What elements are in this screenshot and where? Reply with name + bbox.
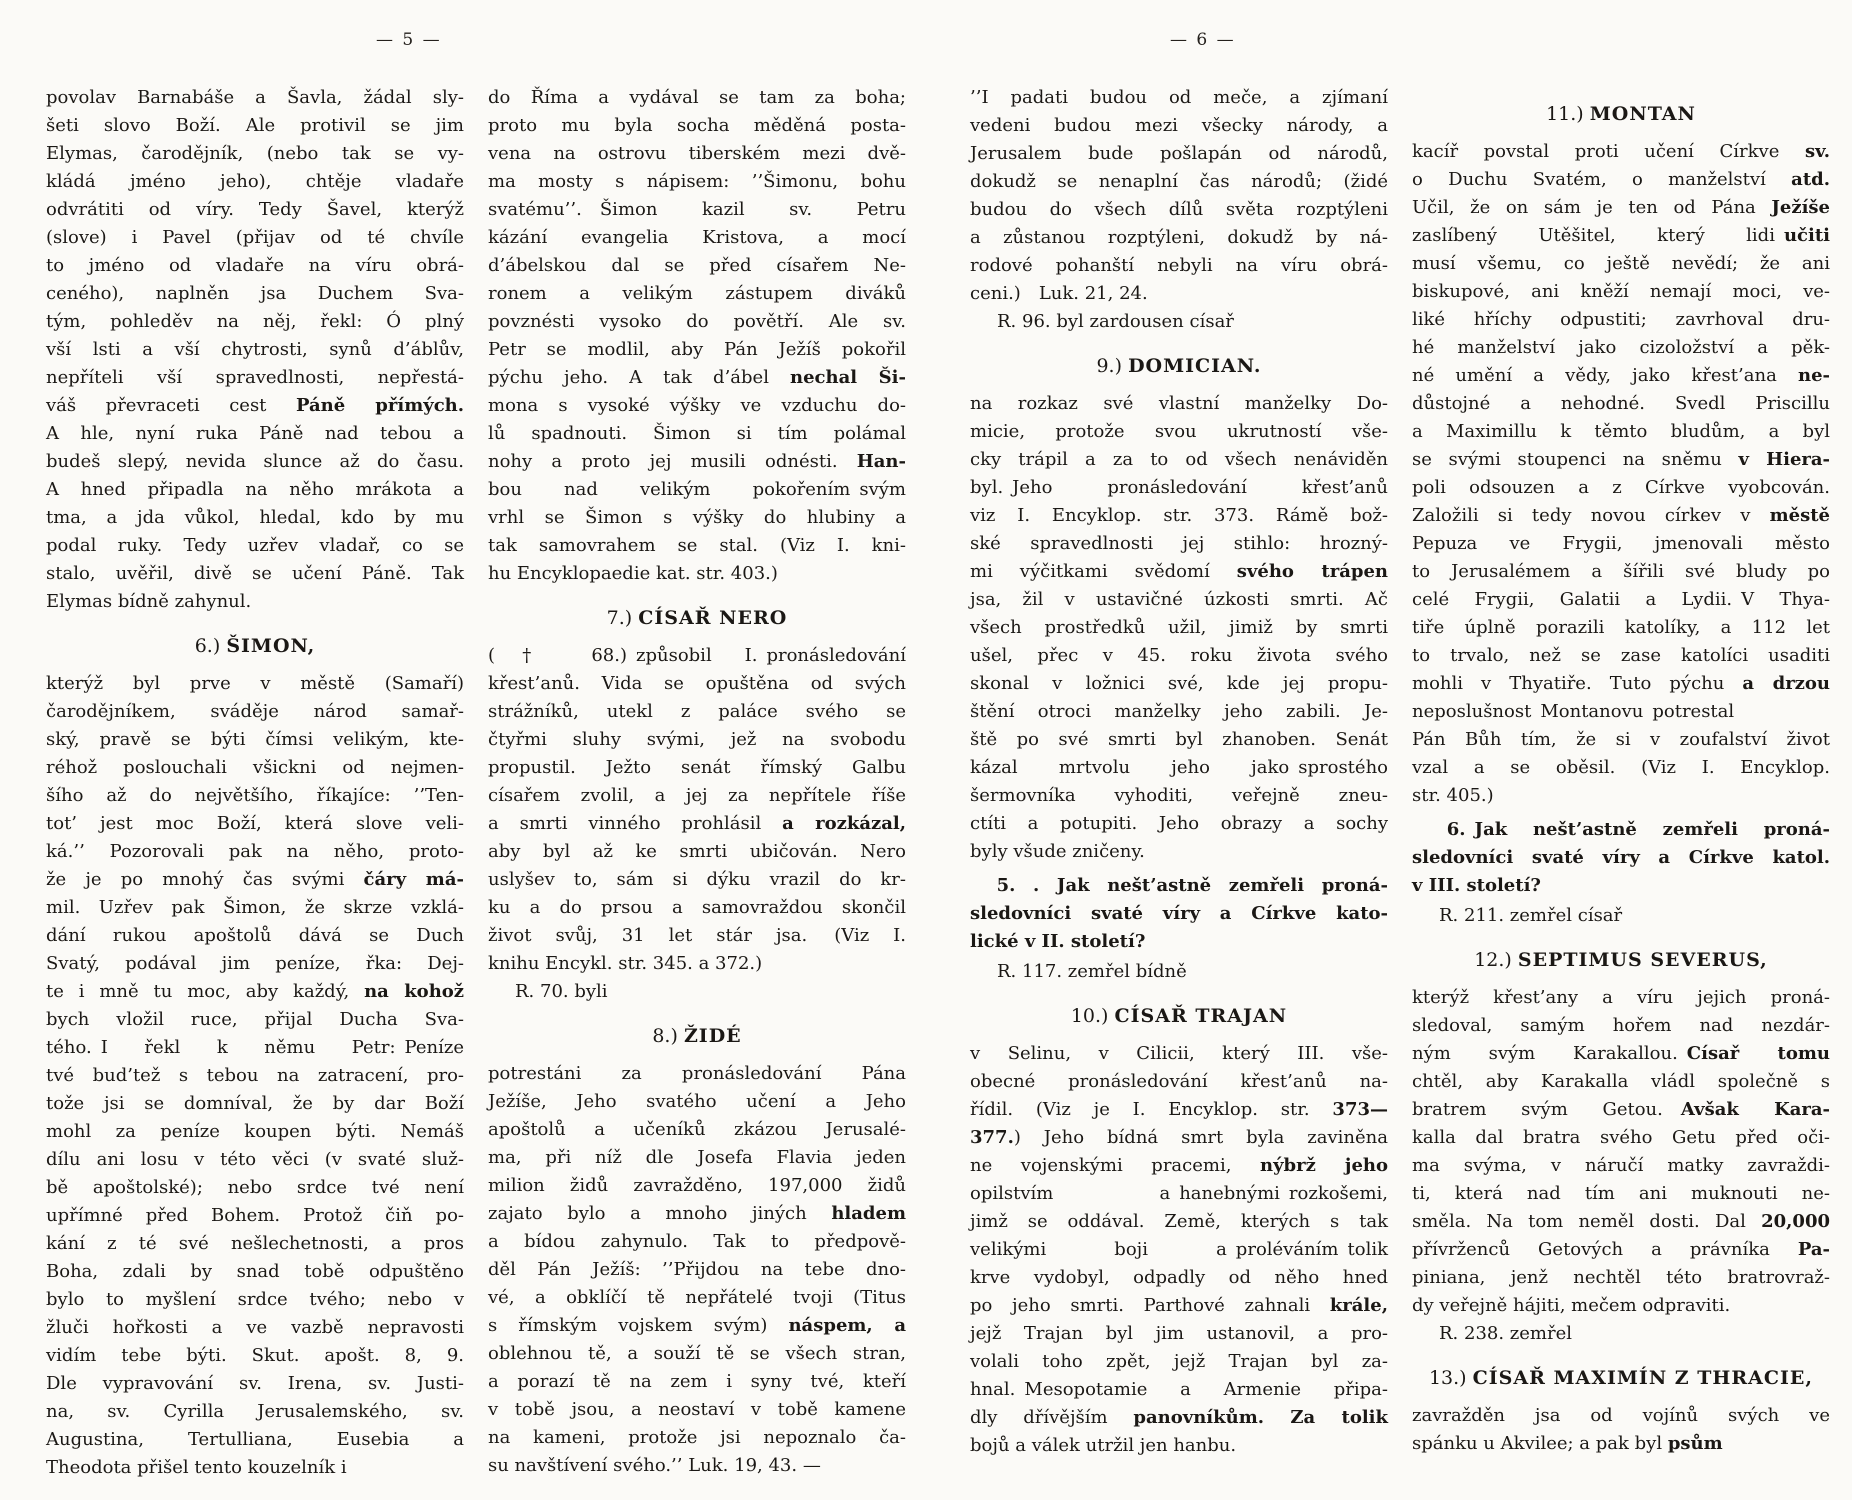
text-line: tiře úplně porazili katolíky, a 112 let bbox=[1412, 617, 1830, 638]
text-line: zaslíbený Utěšitel, který lidi učiti bbox=[1412, 225, 1830, 246]
text-line: bou nad velikým pokořením svým bbox=[488, 479, 906, 500]
heading-title: CÍSAŘ TRAJAN bbox=[1114, 1005, 1288, 1027]
text-line: svatému’’. Šimon kazil sv. Petru bbox=[488, 199, 906, 220]
text-line: kalla dal bratra svého Getu před oči- bbox=[1412, 1127, 1830, 1148]
text-line: sledovníci svaté víry a Církve kato- bbox=[970, 903, 1388, 924]
heading-title: ŽIDÉ bbox=[683, 1025, 742, 1047]
text-line: Učil, že on sám je ten od Pána Ježíše bbox=[1412, 197, 1830, 218]
paragraph bbox=[1412, 902, 1830, 930]
text-line: podal ruky. Tedy uzřev vladař, co se bbox=[46, 535, 464, 556]
text-line: vedeni budou mezi všecky národy, a bbox=[970, 115, 1388, 136]
text-line: R. 238. zemřel bbox=[1412, 1323, 1573, 1344]
heading-title: DOMICIAN. bbox=[1128, 355, 1262, 377]
paragraph bbox=[1412, 1320, 1830, 1348]
text-line: aby byl až ke smrti ubičován. Nero bbox=[488, 841, 906, 862]
heading-number: 12.) bbox=[1474, 949, 1518, 971]
text-line: tvé bud’tež s tebou na zatracení, pro- bbox=[46, 1065, 464, 1086]
text-line: upřímné před Bohem. Protož čiň po- bbox=[46, 1205, 464, 1226]
text-line: lické v II. století? bbox=[970, 931, 1146, 952]
text-line: R. 117. zemřel bídně bbox=[970, 961, 1187, 982]
text-line: vena na ostrovu tiberském mezi dvě- bbox=[488, 143, 906, 164]
text-line: a smrti vinného prohlásil a rozkázal, bbox=[488, 813, 907, 834]
text-line: zavražděn jsa od vojínů svých ve bbox=[1412, 1405, 1830, 1426]
text-line: biskupové, ani kněží nemají moci, ve- bbox=[1412, 281, 1830, 302]
heading-number: 8.) bbox=[652, 1025, 684, 1047]
text-line: tak samovrahem se stal. (Viz I. kni- bbox=[488, 535, 906, 556]
text-line: všech prostředků užil, jimiž by smrti bbox=[970, 617, 1388, 638]
text-line: mona s vysoké výšky ve vzduchu do- bbox=[488, 395, 906, 416]
text-line: na kameni, protože jsi nepoznalo ča- bbox=[488, 1427, 906, 1448]
heading-title: MONTAN bbox=[1589, 103, 1696, 125]
text-line: apoštolů a učeníků zkázou Jerusalé- bbox=[488, 1119, 906, 1140]
paragraph bbox=[488, 1060, 906, 1480]
text-line: a porazí tě na zem i syny tvé, kteří bbox=[488, 1371, 906, 1392]
text-line: Dle vypravování sv. Irena, sv. Justi- bbox=[46, 1373, 464, 1394]
paragraph bbox=[488, 84, 906, 588]
text-line: jimž se oddával. Země, kterých s tak bbox=[970, 1211, 1388, 1232]
text-line: Pán Bůh tím, že si v zoufalství život bbox=[1412, 729, 1830, 750]
text-line: směla. Na tom neměl dosti. Dal 20,000 bbox=[1412, 1211, 1830, 1232]
text-line: s římským vojskem svým) náspem, a bbox=[488, 1315, 906, 1336]
section-heading bbox=[970, 1002, 1388, 1030]
text-line: R. 70. byli bbox=[488, 981, 608, 1002]
text-line: nohy a proto jej musili odnésti. Han- bbox=[488, 451, 906, 472]
text-line: ká.’’ Pozorovali pak na něho, proto- bbox=[46, 841, 464, 862]
page-6-column-1 bbox=[970, 84, 1388, 1460]
text-line: stalo, uvěřil, divě se učení Páně. Tak bbox=[46, 563, 464, 584]
text-line: byly všude zničeny. bbox=[970, 841, 1145, 862]
question-paragraph bbox=[970, 872, 1388, 956]
text-line: dokudž se nenaplní čas národů; (židé bbox=[970, 171, 1388, 192]
text-line: císařem zvolil, a jej za nepřítele říše bbox=[488, 785, 906, 806]
text-line: Založili si tedy novou církev v městě bbox=[1412, 505, 1830, 526]
text-line: povolav Barnabáše a Šavla, žádal sly- bbox=[46, 87, 464, 108]
text-line: tého. I řekl k němu Petr: Peníze bbox=[46, 1037, 464, 1058]
text-line: velikými boji a proléváním tolik bbox=[970, 1239, 1388, 1260]
text-line: 5. . Jak nešt’astně zemřeli proná- bbox=[970, 875, 1388, 896]
text-line: R. 211. zemřel císař bbox=[1412, 905, 1623, 926]
text-line: ušel, přec v 45. roku života svého bbox=[970, 645, 1388, 666]
heading-title: ŠIMON, bbox=[226, 635, 316, 657]
text-line: ti, která nad tím ani muknouti ne- bbox=[1412, 1183, 1830, 1204]
text-line: budou do všech dílů světa rozptýleni bbox=[970, 199, 1388, 220]
text-line: 6. Jak nešt’astně zemřeli proná- bbox=[1412, 819, 1830, 840]
text-line: ma svýma, v náručí matky zavraždi- bbox=[1412, 1155, 1830, 1176]
text-line: mohli v Thyatiře. Tuto pýchu a drzou bbox=[1412, 673, 1830, 694]
text-line: te i mně tu moc, aby každý, na kohož bbox=[46, 981, 465, 1002]
text-line: liké hříchy odpustiti; zavrhoval dru- bbox=[1412, 309, 1830, 330]
paragraph bbox=[488, 978, 906, 1006]
text-line: spánku u Akvilee; a pak byl psům bbox=[1412, 1433, 1723, 1454]
text-line: to trvalo, než se zase katolíci usaditi bbox=[1412, 645, 1830, 666]
heading-number: 13.) bbox=[1428, 1367, 1473, 1389]
text-line: čarodějníkem, sváděje národ samař- bbox=[46, 701, 464, 722]
text-line: do Říma a vydával se tam za boha; bbox=[488, 87, 906, 108]
text-line: Elymas, čarodějník, (nebo tak se vy- bbox=[46, 143, 464, 164]
text-line: oblehnou tě, a souží tě se všech stran, bbox=[488, 1343, 906, 1364]
text-line: vidím tebe býti. Skut. apošt. 8, 9. bbox=[46, 1345, 464, 1366]
text-line: to jméno od vladaře na víru obrá- bbox=[46, 255, 464, 276]
text-line: tot’ jest moc Boží, která slove veli- bbox=[46, 813, 464, 834]
text-line: cky trápil a za to od všech nenáviděn bbox=[970, 449, 1388, 470]
text-line: bojů a válek utržil jen hanbu. bbox=[970, 1435, 1237, 1456]
paragraph bbox=[46, 670, 464, 1482]
text-line: 377.) Jeho bídná smrt byla zaviněna bbox=[970, 1127, 1388, 1148]
section-heading bbox=[488, 604, 906, 632]
text-line: jejž Trajan byl jim ustanovil, a pro- bbox=[970, 1323, 1388, 1344]
text-line: pýchu jeho. A tak d’ábel nechal Ši- bbox=[488, 367, 906, 388]
text-line: čtyřmi sluhy svými, jež na svobodu bbox=[488, 729, 906, 750]
section-heading bbox=[1412, 100, 1830, 128]
text-line: šího až do největšího, říkajíce: ’’Ten- bbox=[46, 785, 464, 806]
text-line: Ježíše, Jeho svatého učení a Jeho bbox=[488, 1091, 906, 1112]
text-line: knihu Encykl. str. 345. a 372.) bbox=[488, 953, 763, 974]
text-line: uslyšev to, sám si dýku vrazil do kr- bbox=[488, 869, 906, 890]
text-line: ctíti a potupiti. Jeho obrazy a sochy bbox=[970, 813, 1388, 834]
text-line: kázal mrtvolu jeho jako sprostého bbox=[970, 757, 1388, 778]
text-line: str. 405.) bbox=[1412, 785, 1494, 806]
page-6 bbox=[970, 0, 1850, 1482]
text-line: děl Pán Ježíš: ’’Přijdou na tebe dno- bbox=[488, 1259, 906, 1280]
text-line: Petr se modlil, aby Pán Ježíš pokořil bbox=[488, 339, 906, 360]
heading-number: 6.) bbox=[194, 635, 227, 657]
text-line: šermovníka vyhoditi, veřejně zneu- bbox=[970, 785, 1388, 806]
page-6-columns bbox=[970, 0, 1850, 1460]
text-line: tým, pohleděv na něj, řekl: Ó plný bbox=[46, 311, 464, 332]
text-line: přívrženců Getových a právníka Pa- bbox=[1412, 1239, 1830, 1260]
text-line: ště po své smrti byl zhanoben. Senát bbox=[970, 729, 1388, 750]
text-line: milion židů zavražděno, 197,000 židů bbox=[488, 1175, 906, 1196]
paragraph bbox=[1412, 1402, 1830, 1458]
text-line: štění otroci manželky jeho zabili. Je- bbox=[970, 701, 1388, 722]
question-paragraph bbox=[1412, 816, 1830, 900]
text-line: na rozkaz své vlastní manželky Do- bbox=[970, 393, 1388, 414]
text-line: ceni.) Luk. 21, 24. bbox=[970, 283, 1148, 304]
section-heading bbox=[488, 1022, 906, 1050]
text-line: ne vojenskými pracemi, nýbrž jeho bbox=[970, 1155, 1388, 1176]
text-line: kterýž křest’any a víru jejich proná- bbox=[1412, 987, 1830, 1008]
text-line: byl. Jeho pronásledování křest’anů bbox=[970, 477, 1388, 498]
section-heading bbox=[970, 352, 1388, 380]
section-heading bbox=[1412, 1364, 1830, 1392]
text-line: budeš slepý, nevida slunce až do času. bbox=[46, 451, 464, 472]
heading-number: 11.) bbox=[1546, 103, 1590, 125]
text-line: kládá jméno jeho), chtěje vladaře bbox=[46, 171, 464, 192]
heading-number: 9.) bbox=[1096, 355, 1129, 377]
text-line: povznésti vysoko do povětří. Ale sv. bbox=[488, 311, 906, 332]
text-line: dly dřívějším panovníkům. Za tolik bbox=[970, 1407, 1388, 1428]
text-line: ’’I padati budou od meče, a zjímaní bbox=[970, 87, 1388, 108]
text-line: vzal a se oběsil. (Viz I. Encyklop. bbox=[1412, 757, 1830, 778]
page-5-column-1 bbox=[46, 84, 464, 1482]
text-line: to Jerusalémem a šířili své bludy po bbox=[1412, 561, 1830, 582]
text-line: Svatý, podával jim peníze, řka: Dej- bbox=[46, 953, 464, 974]
text-line: poli odsouzen a z Církve vyobcován. bbox=[1412, 477, 1830, 498]
paragraph bbox=[46, 84, 464, 616]
text-line: Theodota přišel tento kouzelník i bbox=[46, 1457, 347, 1478]
text-line: ma, při níž dle Josefa Flavia jeden bbox=[488, 1147, 906, 1168]
text-line: kázání evangelia Kristova, a mocí bbox=[488, 227, 906, 248]
text-line: ným svým Karakallou. Císař tomu bbox=[1412, 1043, 1830, 1064]
text-line: piniana, jenž nechtěl této bratrovraž- bbox=[1412, 1267, 1830, 1288]
text-line: celé Frygii, Galatii a Lydii. V Thya- bbox=[1412, 589, 1830, 610]
text-line: réhož poslouchali všickni od nejmen- bbox=[46, 757, 464, 778]
page-6-column-2 bbox=[1412, 84, 1830, 1460]
text-line: tma, a jda vůkol, hledal, kdo by mu bbox=[46, 507, 464, 528]
text-line: hé manželství jako cizoložství a pěk- bbox=[1412, 337, 1830, 358]
text-line: bě apoštolské); nebo srdce tvé není bbox=[46, 1177, 464, 1198]
text-line: bylo to myšlení srdce tvého; nebo v bbox=[46, 1289, 464, 1310]
text-line: strážníků, utekl z paláce svého se bbox=[488, 701, 906, 722]
text-line: potrestáni za pronásledování Pána bbox=[488, 1063, 906, 1084]
section-heading bbox=[1412, 946, 1830, 974]
page-number-6: — 6 — bbox=[1170, 30, 1236, 50]
text-line: dy veřejně hájiti, mečem odpraviti. bbox=[1412, 1295, 1731, 1316]
text-line: řídil. (Viz je I. Encyklop. str. 373— bbox=[970, 1099, 1388, 1120]
text-line: kání z té své nešlechetnosti, a pros bbox=[46, 1233, 464, 1254]
text-line: bratrem svým Getou. Avšak Kara- bbox=[1412, 1099, 1831, 1120]
text-line: v III. století? bbox=[1412, 875, 1541, 896]
text-line: lů spadnouti. Šimon si tím polámal bbox=[488, 423, 906, 444]
text-line: po jeho smrti. Parthové zahnali krále, bbox=[970, 1295, 1388, 1316]
text-line: micie, protože svou ukrutností vše- bbox=[970, 421, 1388, 442]
text-line: R. 96. byl zardousen císař bbox=[970, 311, 1234, 332]
text-line: né umění a vědy, jako křest’ana ne- bbox=[1412, 365, 1830, 386]
text-line: ma mosty s nápisem: ’’Šimonu, bohu bbox=[488, 171, 906, 192]
text-line: volali toho zpět, jejž Trajan byl za- bbox=[970, 1351, 1388, 1372]
paragraph bbox=[970, 1040, 1388, 1460]
text-line: mohl za peníze koupen býti. Nemáš bbox=[46, 1121, 464, 1142]
paragraph bbox=[1412, 138, 1830, 810]
text-line: v Selinu, v Cilicii, který III. vše- bbox=[970, 1043, 1388, 1064]
text-line: Pepuza ve Frygii, jmenovali město bbox=[1412, 533, 1830, 554]
text-line: dání rukou apoštolů dává se Duch bbox=[46, 925, 464, 946]
text-line: (slove) i Pavel (přijav od té chvíle bbox=[46, 227, 464, 248]
page-5 bbox=[46, 0, 926, 1482]
text-line: ku a do prsou a samovraždou skončil bbox=[488, 897, 906, 918]
text-line: mil. Uzřev pak Šimon, že skrze vzklá- bbox=[46, 897, 464, 918]
text-line: odvrátiti od víry. Tedy Šavel, kterýž bbox=[46, 199, 464, 220]
text-line: d’ábelskou dal se před císařem Ne- bbox=[488, 255, 906, 276]
text-line: neposlušnost Montanovu potrestal bbox=[1412, 701, 1735, 722]
heading-title: SEPTIMUS SEVERUS, bbox=[1517, 949, 1768, 971]
text-line: a bídou zahynulo. Tak to předpově- bbox=[488, 1231, 906, 1252]
heading-number: 7.) bbox=[606, 607, 639, 629]
text-line: jsa, žil v ustavičné úzkosti smrti. Ač bbox=[970, 589, 1388, 610]
text-line: Jerusalem bude pošlapán od národů, bbox=[970, 143, 1388, 164]
text-line: Augustina, Tertulliana, Eusebia a bbox=[46, 1429, 464, 1450]
text-line: sledovníci svaté víry a Církve katol. bbox=[1412, 847, 1830, 868]
text-line: obecné pronásledování křest’anů na- bbox=[970, 1071, 1388, 1092]
text-line: su navštívení svého.’’ Luk. 19, 43. — bbox=[488, 1455, 821, 1476]
text-line: rodové pohanští nebyli na víru obrá- bbox=[970, 255, 1388, 276]
text-line: nepříteli vší spravedlnosti, nepřestá- bbox=[46, 367, 464, 388]
text-line: důstojné a nehodné. Svedl Priscillu bbox=[1412, 393, 1830, 414]
text-line: zajato bylo a mnoho jiných hladem bbox=[488, 1203, 906, 1224]
heading-number: 10.) bbox=[1070, 1005, 1115, 1027]
text-line: na, sv. Cyrilla Jerusalemského, sv. bbox=[46, 1401, 464, 1422]
text-line: váš převraceti cest Páně přímých. bbox=[46, 395, 465, 416]
paragraph bbox=[970, 84, 1388, 308]
text-line: krve vydobyl, odpadly od něho hned bbox=[970, 1267, 1388, 1288]
text-line: vší lsti a vší chytrosti, synů d’áblův, bbox=[46, 339, 464, 360]
section-heading bbox=[46, 632, 464, 660]
text-line: hnal. Mesopotamie a Armenie připa- bbox=[970, 1379, 1388, 1400]
text-line: žluči hořkosti a ve vazbě nepravosti bbox=[46, 1317, 464, 1338]
text-line: se svými stoupenci na sněmu v Hiera- bbox=[1412, 449, 1831, 470]
text-line: o Duchu Svatém, o manželství atd. bbox=[1412, 169, 1830, 190]
text-line: vrhl se Šimon s výšky do hlubiny a bbox=[488, 507, 906, 528]
text-line: a zůstanou rozptýleni, dokudž by ná- bbox=[970, 227, 1388, 248]
text-line: Boha, zdali by snad tobě odpuštěno bbox=[46, 1261, 464, 1282]
text-line: skonal v ložnici své, kde jej propu- bbox=[970, 673, 1388, 694]
text-line: kterýž byl prve v městě (Samaří) bbox=[46, 673, 464, 694]
text-line: A hle, nyní ruka Páně nad tebou a bbox=[46, 423, 464, 444]
text-line: vé, a obklíčí tě nepřátelé tvoji (Titus bbox=[488, 1287, 906, 1308]
heading-title: CÍSAŘ MAXIMÍN Z THRACIE, bbox=[1472, 1367, 1814, 1389]
text-line: kacíř povstal proti učení Církve sv. bbox=[1412, 141, 1830, 162]
text-line: ský, pravě se býti čímsi velikým, kte- bbox=[46, 729, 464, 750]
text-line: sledoval, samým hořem nad nezdár- bbox=[1412, 1015, 1830, 1036]
text-line: mi výčitkami svědomí svého trápen bbox=[970, 561, 1388, 582]
paragraph bbox=[970, 308, 1388, 336]
text-line: proto mu byla socha měděná posta- bbox=[488, 115, 906, 136]
text-line: chtěl, aby Karakalla vládl společně s bbox=[1412, 1071, 1830, 1092]
paragraph bbox=[1412, 984, 1830, 1320]
text-line: v tobě jsou, a neostaví v tobě kamene bbox=[488, 1399, 906, 1420]
text-line: a Maximillu k těmto bludům, a byl bbox=[1412, 421, 1830, 442]
text-line: život svůj, 31 let stár jsa. (Viz I. bbox=[488, 925, 906, 946]
text-line: hu Encyklopaedie kat. str. 403.) bbox=[488, 563, 778, 584]
paragraph bbox=[488, 642, 906, 978]
paragraph bbox=[970, 390, 1388, 866]
text-line: tože jsi se domníval, že by dar Boží bbox=[46, 1093, 464, 1114]
text-line: († 68.) způsobil I. pronásledování bbox=[488, 645, 906, 666]
text-line: že je po mnohý čas svými čáry má- bbox=[46, 869, 464, 890]
text-line: ronem a velikým zástupem diváků bbox=[488, 283, 906, 304]
text-line: Elymas bídně zahynul. bbox=[46, 591, 252, 612]
paragraph bbox=[970, 958, 1388, 986]
text-line: křest’anů. Vida se opuštěna od svých bbox=[488, 673, 906, 694]
page-5-column-2 bbox=[488, 84, 906, 1482]
text-line: propustil. Ježto senát římský Galbu bbox=[488, 757, 906, 778]
text-line: šeti slovo Boží. Ale protivil se jim bbox=[46, 115, 464, 136]
text-line: bych vložil ruce, přijal Ducha Sva- bbox=[46, 1009, 464, 1030]
heading-title: CÍSAŘ NERO bbox=[638, 607, 788, 629]
text-line: musí všemu, co ještě nevědí; že ani bbox=[1412, 253, 1830, 274]
page-5-columns bbox=[46, 0, 926, 1482]
text-line: ceného), naplněn jsa Duchem Sva- bbox=[46, 283, 464, 304]
page-number-5: — 5 — bbox=[376, 30, 442, 50]
text-line: opilstvím a hanebnými rozkošemi, bbox=[970, 1183, 1388, 1204]
text-line: A hned připadla na něho mrákota a bbox=[46, 479, 464, 500]
text-line: dílu ani losu v této věci (v svaté služ- bbox=[46, 1149, 464, 1170]
text-line: viz I. Encyklop. str. 373. Rámě bož- bbox=[970, 505, 1388, 526]
text-line: ské spravedlnosti jej stihlo: hrozný- bbox=[970, 533, 1388, 554]
